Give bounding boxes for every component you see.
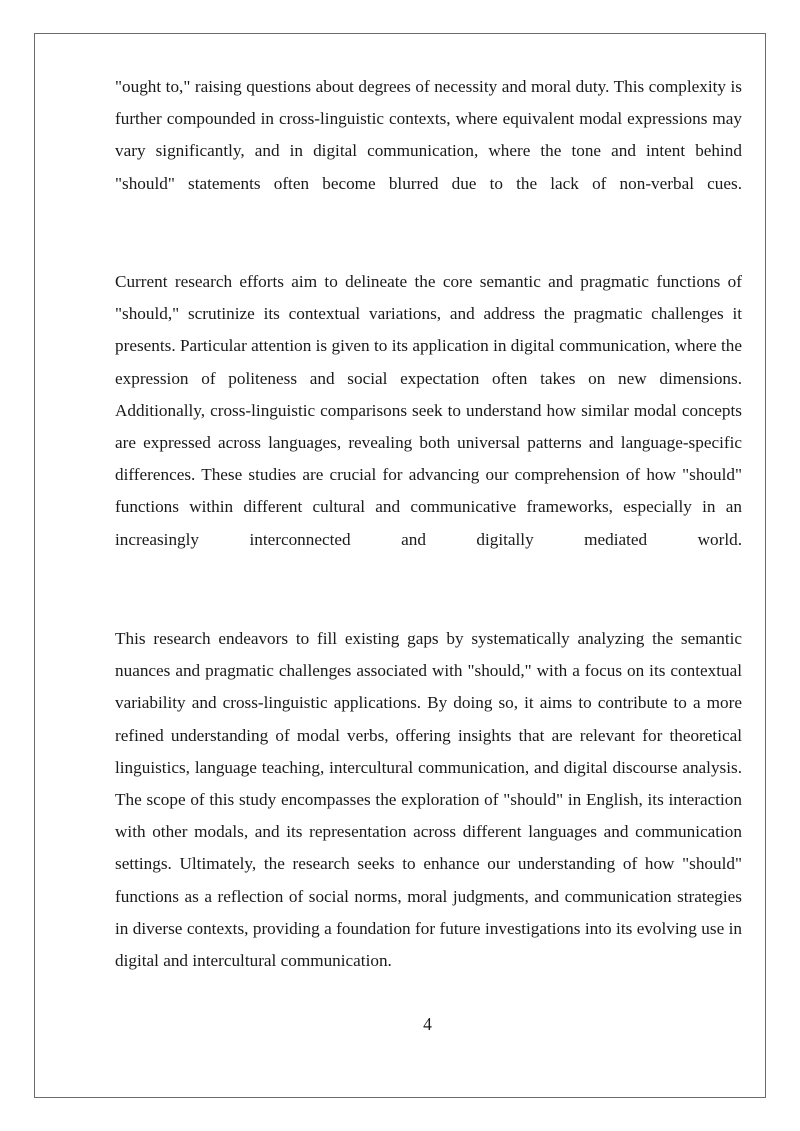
body-paragraph: This research endeavors to fill existing gaps by systematically analyzing the semantic nuances and pragmatic challenges associated with "should," with a focus on its contextual variability and cross-linguistic applications. By doing so, it aims to contribute to a more refined understanding of modal verbs, offering insights that are relevant for theoretical linguistics, language teaching, intercultural communication, and digital discourse analysis. The scope of this study encompasses the exploration of "should" in English, its interaction with other modals, and its representation across different languages and communication settings. Ultimately, the research seeks to enhance our understanding of how "should" functions as a reflection of social norms, moral judgments, and communication strategies in diverse contexts, providing a foundation for future investigations into its evolving use in digital and intercultural communication.	[115, 629, 742, 971]
body-paragraph: Current research efforts aim to delineate the core semantic and pragmatic functions of "should," scrutinize its contextual variations, and address the pragmatic challenges it presents. Particular attention is given to its application in digital communication, where the expression of politeness and social expectation often takes on new dimensions. Additionally, cross-linguistic comparisons seek to understand how similar modal concepts are expressed across languages, revealing both universal patterns and language-specific differences. These studies are crucial for advancing our comprehension of how "should" functions within different cultural and communicative frameworks, especially in an increasingly interconnected and digitally mediated world.	[115, 272, 742, 549]
body-paragraph: "ought to," raising questions about degrees of necessity and moral duty. This complexity is further compounded in cross-linguistic contexts, where equivalent modal expressions may vary significantly, and in digital communication, where the tone and intent behind "should" statements often become blurred due to the lack of non-verbal cues.	[115, 77, 742, 193]
page-number: 4	[423, 1014, 432, 1034]
